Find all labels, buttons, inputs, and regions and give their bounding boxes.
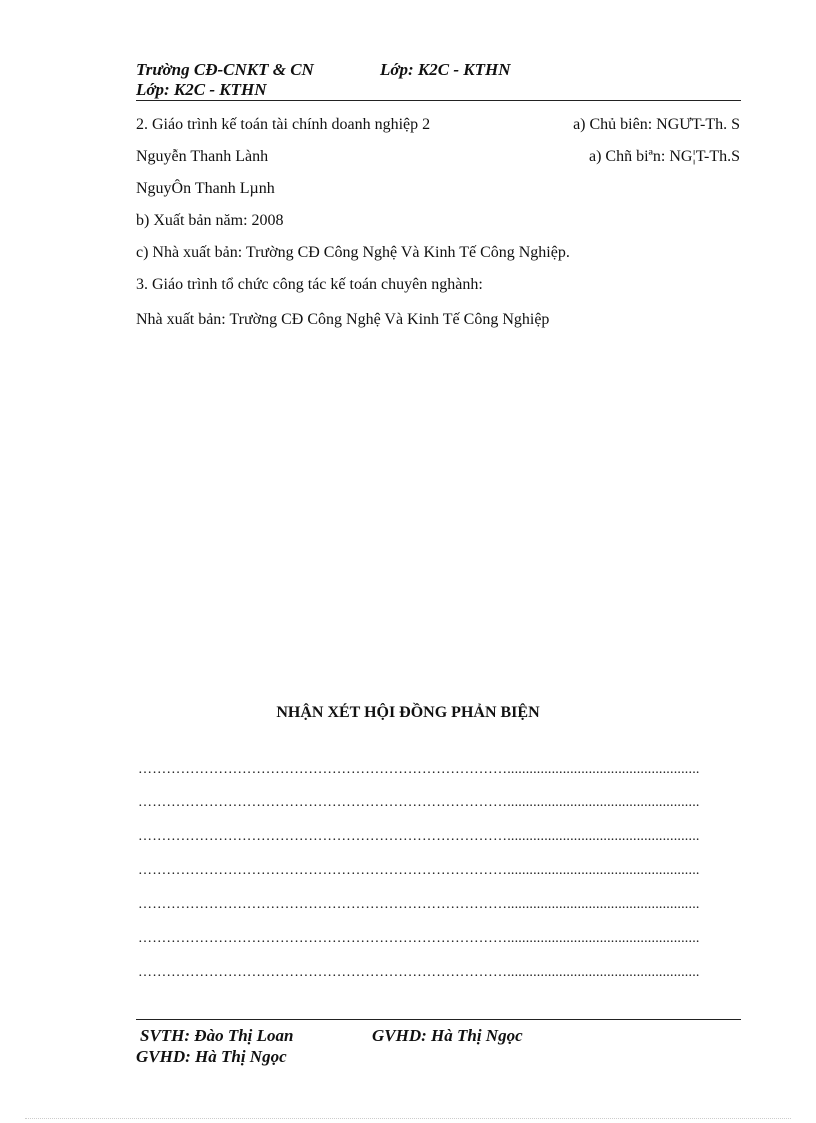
school-name: Trường CĐ-CNKT & CN <box>136 60 314 79</box>
body-line-2 <box>136 147 740 167</box>
comment-line: …………………………………………………………………….................................................... <box>138 831 700 843</box>
comment-line: …………………………………………………………………….................................................... <box>138 865 700 877</box>
footer-divider <box>136 1019 741 1020</box>
textbook-3-publisher: Nhà xuất bản: Trường CĐ Công Nghệ Và Kinh Tế Công Nghiệp <box>136 311 550 328</box>
advisor-inline: GVHD: Hà Thị Ngọc <box>372 1026 523 1045</box>
textbook-3-title: 3. Giáo trình tổ chức công tác kế toán chuyên nghành: <box>136 276 483 293</box>
editor-name: Nguyễn Thanh Lành <box>136 148 269 165</box>
class-label-inline: Lớp: K2C - KTHN <box>380 60 511 79</box>
comment-line: …………………………………………………………………….................................................... <box>138 967 700 979</box>
comment-line: …………………………………………………………………….................................................... <box>138 933 700 945</box>
chief-editor-garbled: a) Chñ biªn: NG¦T-Th.S <box>588 148 740 165</box>
editor-name-garbled: NguyÔn Thanh Lµnh <box>136 180 275 197</box>
body-line-1 <box>136 115 740 135</box>
comment-line: …………………………………………………………………….................................................... <box>138 764 700 776</box>
chief-editor: a) Chủ biên: NGƯT-Th. S <box>573 116 740 133</box>
page-edge-divider <box>25 1118 791 1119</box>
textbook-2-title: 2. Giáo trình kế toán tài chính doanh nghiệp 2 <box>136 116 431 133</box>
header-divider <box>136 100 741 101</box>
class-label: Lớp: K2C - KTHN <box>136 80 267 99</box>
publish-year: b) Xuất bản năm: 2008 <box>136 212 284 229</box>
publisher: c) Nhà xuất bản: Trường CĐ Công Nghệ Và Kinh Tế Công Nghiệp. <box>136 244 570 261</box>
comment-line: …………………………………………………………………….................................................... <box>138 899 700 911</box>
review-title: NHẬN XÉT HỘI ĐỒNG PHẢN BIỆN <box>276 704 540 721</box>
comment-line: …………………………………………………………………….................................................... <box>138 797 700 809</box>
student-name: SVTH: Đào Thị Loan <box>140 1026 294 1045</box>
advisor-name: GVHD: Hà Thị Ngọc <box>136 1047 287 1066</box>
